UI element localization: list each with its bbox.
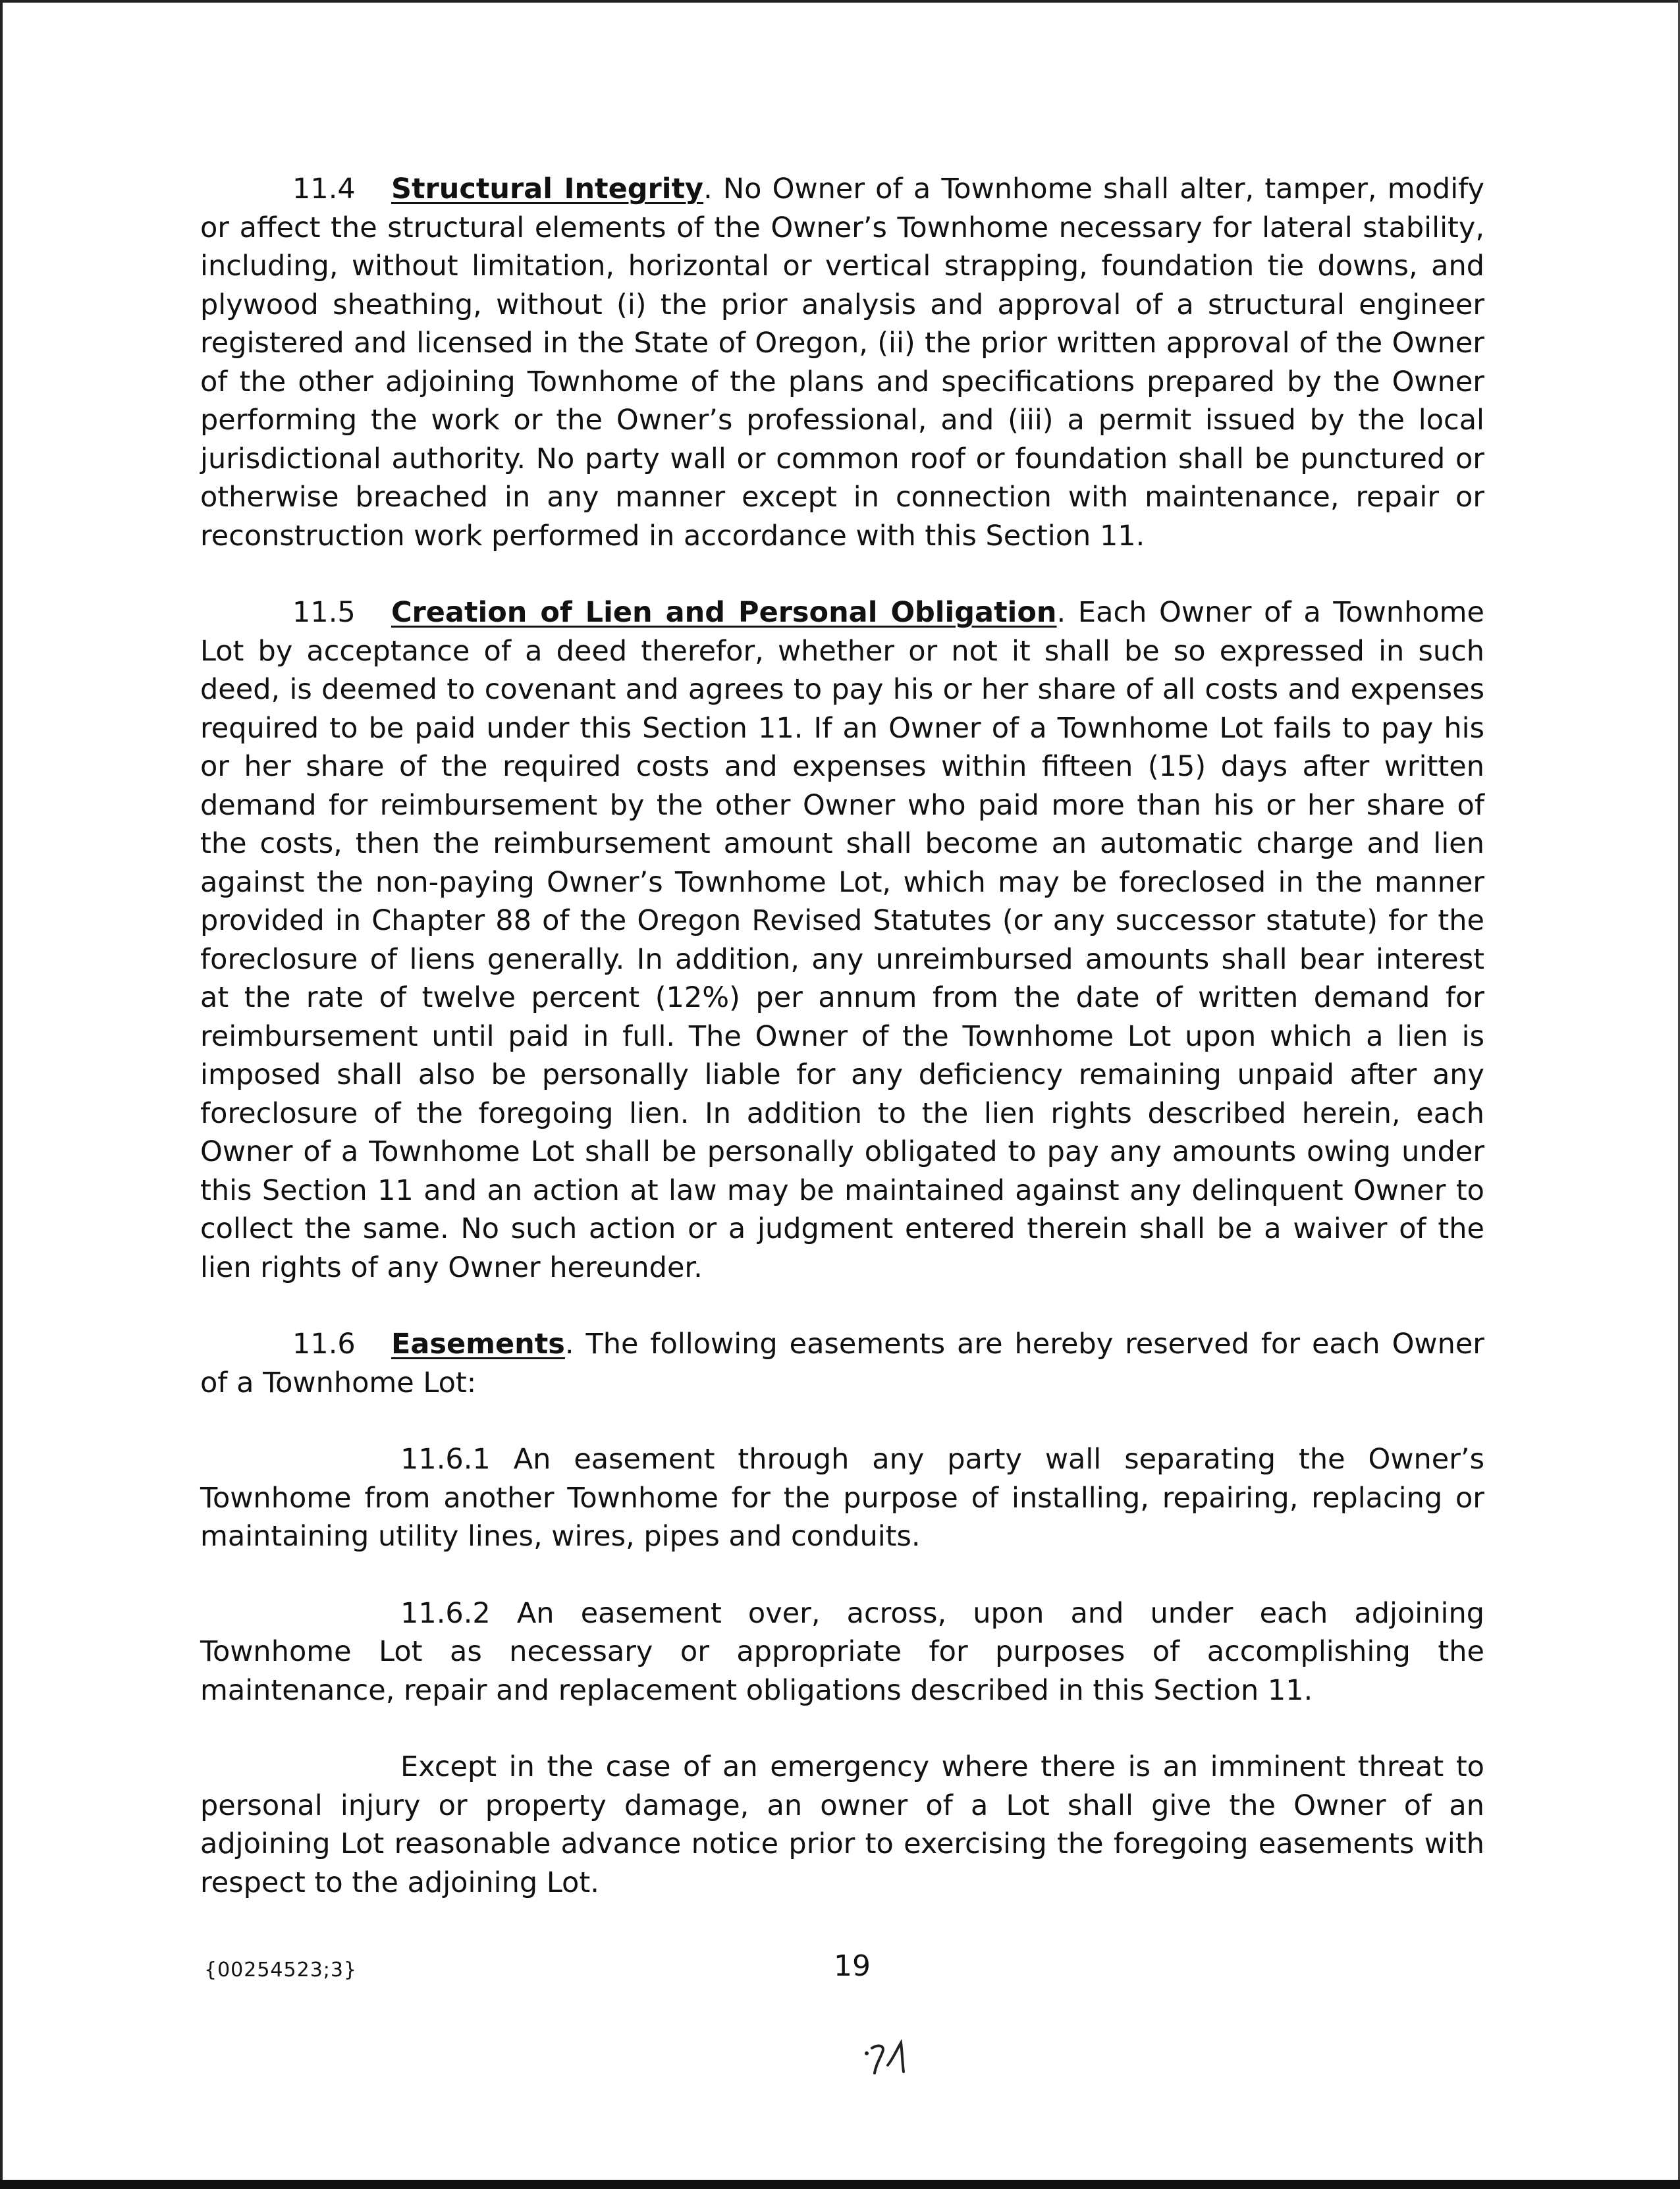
section-heading: Easements: [391, 1328, 565, 1361]
section-body: . Each Owner of a Townhome Lot by acceptance of a deed therefor, whether or not it shall be so expressed in such deed, is deemed to covenant and agrees to pay his or her share of all costs and expenses required to be paid under this Section 11. If an Owner of a Townhome Lot fails to pay his or her share of the required costs and expenses within fifteen (15) days after written demand for reimbursement by the other Owner who paid more than his or her share of the costs, then the reimbursement amount shall become an automatic charge and lien against the non-paying Owner’s Townhome Lot, which may be foreclosed in the manner provided in Chapter 88 of the Oregon Revised Statutes (or any successor statute) for the foreclosure of liens generally. In addition, any unreimbursed amounts shall bear interest at the rate of twelve percent (12%) per annum from the date of written demand for reimbursement until paid in full. The Owner of the Townhome Lot upon which a lien is imposed shall also be personally liable for any deficiency remaining unpaid after any foreclosure of the foregoing lien. In addition to the lien rights described herein, each Owner of a Townhome Lot shall be personally obligated to pay any amounts owing under this Section 11 and an action at law may be maintained against any delinquent Owner to collect the same. No such action or a judgment entered therein shall be a waiver of the lien rights of any Owner hereunder.: [200, 596, 1485, 1284]
handwritten-mark-icon: [863, 2039, 909, 2078]
subsection-text: 11.6.2 An easement over, across, upon and under each adjoining Townhome Lot as necessary or appropriate for purposes of accomplishing the maintenance, repair and replacement obligations described in this Section 11.: [200, 1596, 1484, 1707]
page-number: 19: [834, 1949, 871, 1983]
section-11-6-1: [200, 1440, 1484, 1556]
section-11-6: [200, 1325, 1484, 1402]
closing-text: Except in the case of an emergency where there is an imminent threat to personal injury or property damage, an owner of a Lot shall give the Owner of an adjoining Lot reasonable advance notice prior to exercising the foregoing easements with respect to the adjoining Lot.: [200, 1750, 1484, 1899]
section-body: . No Owner of a Townhome shall alter, tamper, modify or affect the structural elements of the Owner’s Townhome necessary for lateral stability, including, without limitation, horizontal or vertical strapping, foundation tie downs, and plywood sheathing, without (i) the prior analysis and approval of a structural engineer registered and licensed in the State of Oregon, (ii) the prior written approval of the Owner of the other adjoining Townhome of the plans and specifications prepared by the Owner performing the work or the Owner’s professional, and (iii) a permit issued by the local jurisdictional authority. No party wall or common roof or foundation shall be punctured or otherwise breached in any manner except in connection with maintenance, repair or reconstruction work performed in accordance with this Section 11.: [200, 173, 1484, 553]
subsection-text: 11.6.1 An easement through any party wall separating the Owner’s Townhome from another Townhome for the purpose of installing, repairing, replacing or maintaining utility lines, wires, pipes and conduits.: [200, 1443, 1484, 1553]
page-border-bottom: [0, 2180, 1680, 2189]
section-11-6-2: [200, 1594, 1484, 1710]
section-heading: Creation of Lien and Personal Obligation: [391, 596, 1057, 629]
page-border-top: [0, 0, 1680, 3]
document-id: {00254523;3}: [204, 1959, 358, 1982]
document-body: [200, 170, 1484, 1940]
section-heading: Structural Integrity: [391, 173, 704, 205]
section-body: . The following easements are hereby reserved for each Owner of a Townhome Lot:: [200, 1328, 1484, 1399]
section-11-5: [200, 593, 1484, 1287]
section-number: 11.6: [292, 1328, 356, 1361]
page-border-left: [0, 0, 3, 2189]
section-11-4: [200, 170, 1484, 555]
section-number: 11.4: [292, 173, 356, 205]
closing-paragraph: [200, 1748, 1484, 1902]
section-number: 11.5: [292, 596, 356, 629]
